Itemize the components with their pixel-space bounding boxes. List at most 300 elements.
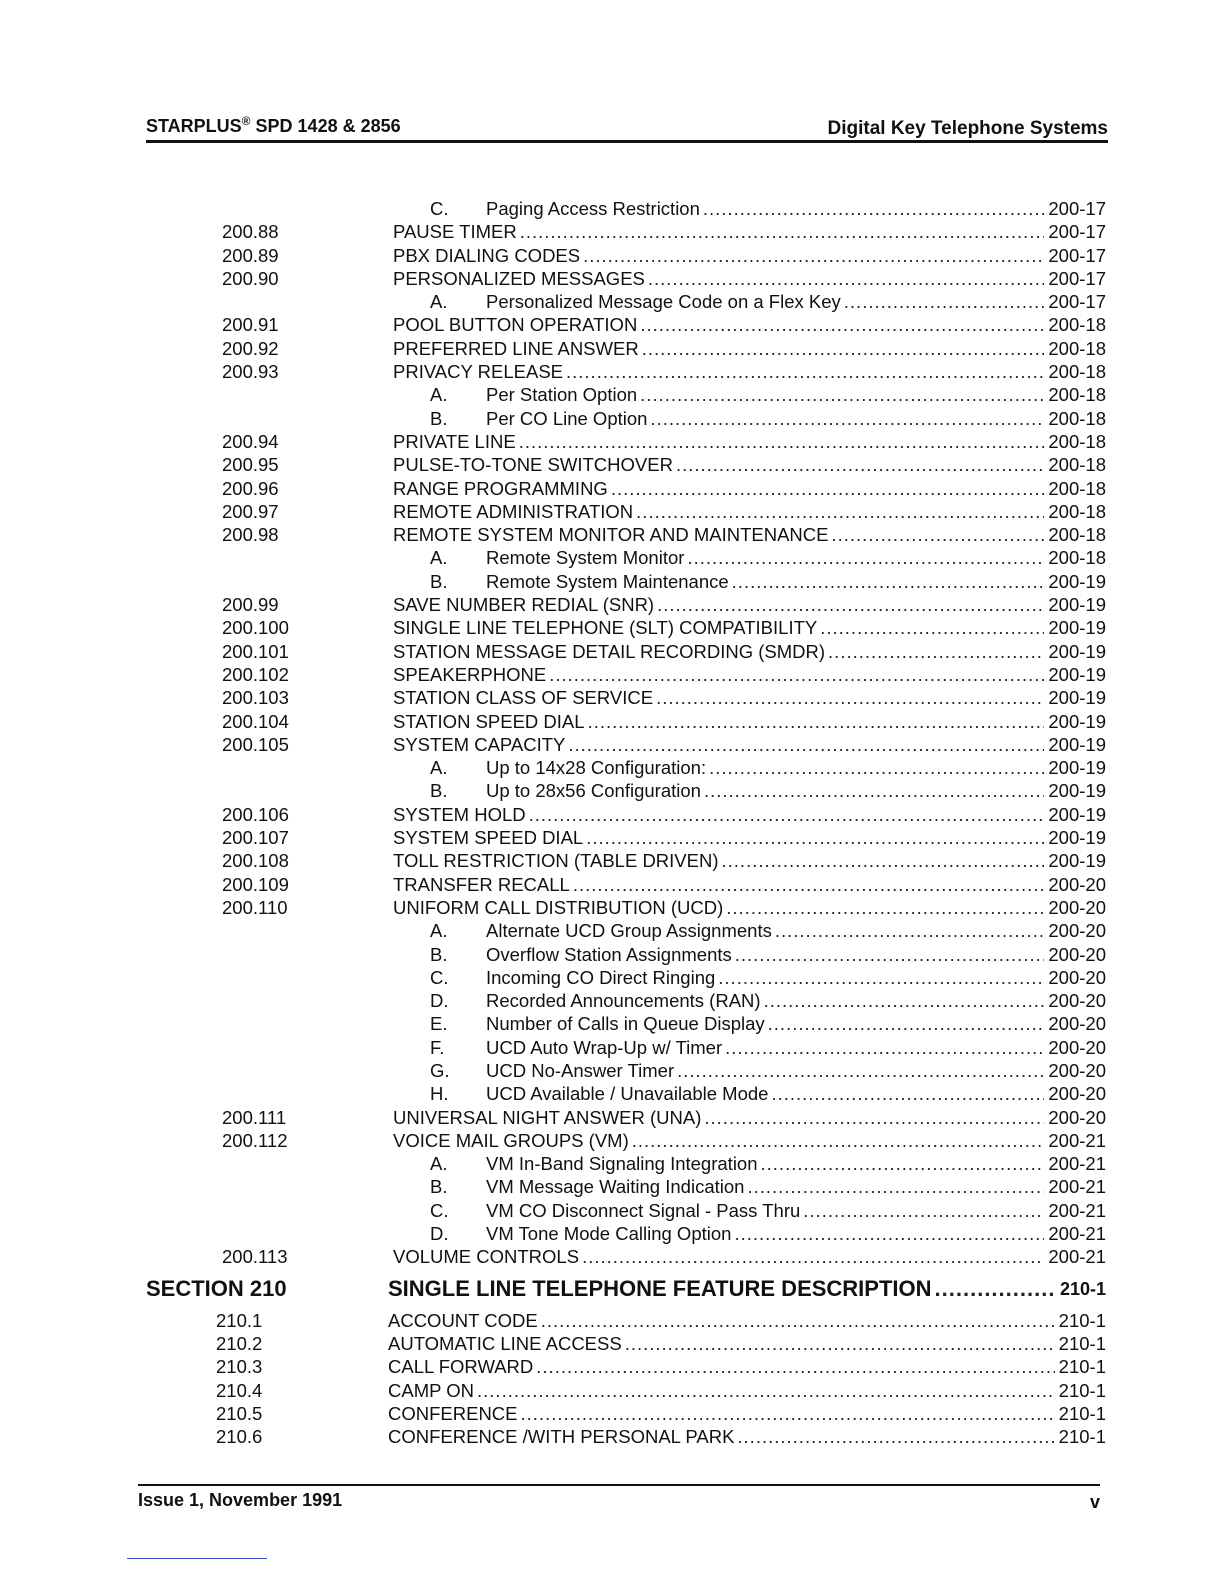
entry-line bbox=[430, 407, 1106, 430]
entry-title: Up to 14x28 Configuration: bbox=[486, 757, 707, 779]
entry-page: 200-19 bbox=[1048, 570, 1106, 592]
entry-title: VOICE MAIL GROUPS (VM) bbox=[393, 1129, 629, 1151]
entry-letter: A. bbox=[430, 920, 448, 942]
entry-line bbox=[393, 733, 1106, 756]
toc-entry bbox=[0, 477, 1224, 500]
entry-letter: F. bbox=[430, 1036, 445, 1058]
dot-leader bbox=[582, 1245, 1044, 1268]
dot-leader bbox=[768, 1012, 1045, 1035]
entry-title: STATION SPEED DIAL bbox=[393, 710, 585, 732]
entry-line bbox=[388, 1402, 1106, 1425]
dot-leader bbox=[656, 686, 1044, 709]
section-line bbox=[388, 1271, 1106, 1307]
entry-title: CONFERENCE bbox=[388, 1402, 518, 1424]
entry-line bbox=[388, 1309, 1106, 1332]
entry-page: 200-18 bbox=[1048, 524, 1106, 546]
toc-subentry bbox=[0, 919, 1224, 942]
toc-entry bbox=[0, 453, 1224, 476]
toc-subentry bbox=[0, 1175, 1224, 1198]
dot-leader bbox=[583, 244, 1044, 267]
product-model: SPD 1428 & 2856 bbox=[255, 116, 401, 136]
entry-number: 200.102 bbox=[222, 663, 289, 685]
entry-number: 200.104 bbox=[222, 710, 289, 732]
entry-page: 200-18 bbox=[1048, 454, 1106, 476]
entry-letter: A. bbox=[430, 384, 448, 406]
entry-title: Per Station Option bbox=[486, 384, 638, 406]
dot-leader bbox=[568, 733, 1044, 756]
entry-page: 200-19 bbox=[1048, 803, 1106, 825]
toc-entry bbox=[0, 710, 1224, 733]
entry-line bbox=[393, 477, 1106, 500]
entry-page: 200-20 bbox=[1048, 1036, 1106, 1058]
dot-leader bbox=[588, 710, 1045, 733]
entry-title: STATION MESSAGE DETAIL RECORDING (SMDR) bbox=[393, 640, 826, 662]
dot-leader bbox=[828, 640, 1044, 663]
entry-number: 200.96 bbox=[222, 477, 279, 499]
entry-number: 200.108 bbox=[222, 850, 289, 872]
toc-subentry bbox=[0, 546, 1224, 569]
entry-line bbox=[393, 313, 1106, 336]
entry-number: 200.99 bbox=[222, 594, 279, 616]
entry-number: 200.105 bbox=[222, 733, 289, 755]
toc-entry bbox=[0, 1129, 1224, 1152]
entry-number: 200.103 bbox=[222, 687, 289, 709]
entry-page: 200-20 bbox=[1048, 896, 1106, 918]
toc-subentry bbox=[0, 943, 1224, 966]
entry-number: 200.106 bbox=[222, 803, 289, 825]
toc-entry bbox=[0, 1245, 1224, 1268]
toc-entry bbox=[0, 1309, 1224, 1332]
entry-line bbox=[393, 826, 1106, 849]
entry-title: Up to 28x56 Configuration bbox=[486, 780, 701, 802]
dot-leader bbox=[632, 1129, 1045, 1152]
header-system-title: Digital Key Telephone Systems bbox=[827, 118, 1108, 139]
entry-title: SYSTEM CAPACITY bbox=[393, 733, 566, 755]
page-header bbox=[146, 112, 1108, 143]
entry-line bbox=[430, 989, 1106, 1012]
entry-title: Overflow Station Assignments bbox=[486, 943, 732, 965]
header-product bbox=[146, 114, 401, 137]
entry-number: 210.3 bbox=[216, 1356, 263, 1378]
entry-page: 200-17 bbox=[1048, 267, 1106, 289]
dot-leader bbox=[704, 1106, 1044, 1129]
entry-page: 200-17 bbox=[1048, 198, 1106, 219]
dot-leader bbox=[726, 896, 1044, 919]
dot-leader bbox=[648, 267, 1045, 290]
entry-title: VM In-Band Signaling Integration bbox=[486, 1153, 758, 1175]
entry-title: UNIVERSAL NIGHT ANSWER (UNA) bbox=[393, 1106, 702, 1128]
entry-number: 210.5 bbox=[216, 1402, 263, 1424]
toc-entry bbox=[0, 640, 1224, 663]
entry-number: 200.109 bbox=[222, 873, 289, 895]
entry-page: 200-21 bbox=[1048, 1199, 1106, 1221]
entry-page: 200-20 bbox=[1048, 966, 1106, 988]
entry-line bbox=[430, 966, 1106, 989]
entry-number: 200.93 bbox=[222, 361, 279, 383]
entry-page: 200-21 bbox=[1048, 1153, 1106, 1175]
toc-subentry bbox=[0, 1012, 1224, 1035]
entry-line bbox=[430, 1082, 1106, 1105]
entry-page: 210-1 bbox=[1058, 1426, 1106, 1448]
page-footer bbox=[138, 1484, 1100, 1516]
entry-line bbox=[430, 197, 1106, 220]
entry-line bbox=[430, 919, 1106, 942]
dot-leader bbox=[771, 1082, 1044, 1105]
entry-title: SYSTEM HOLD bbox=[393, 803, 526, 825]
toc-subentry bbox=[0, 383, 1224, 406]
toc-entry bbox=[0, 1106, 1224, 1129]
toc-entry bbox=[0, 523, 1224, 546]
entry-page: 200-18 bbox=[1048, 500, 1106, 522]
entry-page: 200-20 bbox=[1048, 1059, 1106, 1081]
dot-leader bbox=[573, 873, 1045, 896]
entry-title: Per CO Line Option bbox=[486, 407, 648, 429]
dot-leader bbox=[677, 1059, 1044, 1082]
dot-leader bbox=[477, 1379, 1055, 1402]
entry-page: 200-20 bbox=[1048, 920, 1106, 942]
entry-page: 200-19 bbox=[1048, 733, 1106, 755]
entry-page: 200-18 bbox=[1048, 361, 1106, 383]
entry-page: 200-20 bbox=[1048, 990, 1106, 1012]
entry-line bbox=[430, 570, 1106, 593]
entry-line bbox=[388, 1355, 1106, 1378]
entry-page: 200-19 bbox=[1048, 710, 1106, 732]
entry-line bbox=[393, 523, 1106, 546]
entry-line bbox=[430, 1222, 1106, 1245]
entry-title: PREFERRED LINE ANSWER bbox=[393, 337, 639, 359]
entry-line bbox=[393, 500, 1106, 523]
entry-number: 210.6 bbox=[216, 1426, 263, 1448]
entry-line bbox=[393, 244, 1106, 267]
entry-title: PBX DIALING CODES bbox=[393, 244, 581, 266]
toc-entry bbox=[0, 244, 1224, 267]
entry-letter: A. bbox=[430, 757, 448, 779]
toc-entry bbox=[0, 313, 1224, 336]
entry-letter: D. bbox=[430, 990, 449, 1012]
entry-line bbox=[430, 779, 1106, 802]
entry-line bbox=[393, 616, 1106, 639]
footer-issue: Issue 1, November 1991 bbox=[138, 1490, 343, 1510]
scan-edge-line bbox=[127, 1558, 267, 1559]
entry-title: PRIVATE LINE bbox=[393, 430, 516, 452]
entry-page: 200-21 bbox=[1048, 1129, 1106, 1151]
entry-number: 200.101 bbox=[222, 640, 289, 662]
entry-title: Number of Calls in Queue Display bbox=[486, 1013, 765, 1035]
dot-leader bbox=[803, 1199, 1044, 1222]
entry-number: 210.1 bbox=[216, 1309, 263, 1331]
toc-subentry bbox=[0, 407, 1224, 430]
dot-leader bbox=[566, 360, 1044, 383]
entry-line bbox=[393, 1129, 1106, 1152]
entry-page: 200-21 bbox=[1048, 1223, 1106, 1245]
entry-line bbox=[393, 453, 1106, 476]
entry-line bbox=[393, 360, 1106, 383]
entry-number: 200.113 bbox=[222, 1246, 288, 1268]
entry-line bbox=[430, 383, 1106, 406]
product-name: STARPLUS bbox=[146, 116, 242, 136]
entry-letter: B. bbox=[430, 1176, 448, 1198]
entry-title: VOLUME CONTROLS bbox=[393, 1246, 580, 1268]
toc-entry bbox=[0, 337, 1224, 360]
section-page: 210-1 bbox=[1059, 1278, 1106, 1299]
entry-page: 210-1 bbox=[1058, 1356, 1106, 1378]
entry-number: 200.98 bbox=[222, 524, 279, 546]
dot-leader bbox=[625, 1332, 1055, 1355]
entry-title: Remote System Monitor bbox=[486, 547, 685, 569]
dot-leader bbox=[734, 1222, 1044, 1245]
entry-number: 200.90 bbox=[222, 267, 279, 289]
toc-subentry bbox=[0, 966, 1224, 989]
entry-title: REMOTE SYSTEM MONITOR AND MAINTENANCE bbox=[393, 524, 829, 546]
entry-line bbox=[430, 1152, 1106, 1175]
dot-leader bbox=[764, 989, 1045, 1012]
entry-number: 200.94 bbox=[222, 430, 279, 452]
dot-leader bbox=[529, 803, 1045, 826]
toc-entry bbox=[0, 1379, 1224, 1402]
dot-leader bbox=[844, 290, 1045, 313]
entry-number: 200.100 bbox=[222, 617, 289, 639]
toc-entry bbox=[0, 1332, 1224, 1355]
entry-page: 200-17 bbox=[1048, 221, 1106, 243]
toc-entry bbox=[0, 873, 1224, 896]
dot-leader bbox=[935, 1271, 1056, 1307]
toc-entry bbox=[0, 430, 1224, 453]
dot-leader bbox=[737, 1425, 1054, 1448]
dot-leader bbox=[657, 593, 1044, 616]
dot-leader bbox=[549, 663, 1044, 686]
entry-letter: C. bbox=[430, 198, 449, 219]
dot-leader bbox=[687, 546, 1044, 569]
entry-title: TRANSFER RECALL bbox=[393, 873, 570, 895]
entry-page: 200-20 bbox=[1048, 1013, 1106, 1035]
entry-number: 200.88 bbox=[222, 221, 279, 243]
dot-leader bbox=[747, 1175, 1044, 1198]
entry-line bbox=[430, 1199, 1106, 1222]
dot-leader bbox=[722, 849, 1045, 872]
entry-title: SPEAKERPHONE bbox=[393, 663, 547, 685]
entry-number: 200.112 bbox=[222, 1129, 288, 1151]
dot-leader bbox=[611, 477, 1045, 500]
dot-leader bbox=[519, 430, 1045, 453]
toc-entry bbox=[0, 1425, 1224, 1448]
entry-line bbox=[393, 710, 1106, 733]
dot-leader bbox=[586, 826, 1044, 849]
dot-leader bbox=[520, 220, 1045, 243]
entry-page: 210-1 bbox=[1058, 1402, 1106, 1424]
entry-title: UNIFORM CALL DISTRIBUTION (UCD) bbox=[393, 896, 724, 918]
entry-title: CALL FORWARD bbox=[388, 1356, 534, 1378]
entry-line bbox=[393, 803, 1106, 826]
entry-page: 200-19 bbox=[1048, 827, 1106, 849]
entry-title: PULSE-TO-TONE SWITCHOVER bbox=[393, 454, 673, 476]
dot-leader bbox=[636, 500, 1044, 523]
entry-letter: A. bbox=[430, 291, 448, 313]
entry-number: 200.97 bbox=[222, 500, 279, 522]
toc-subentry bbox=[0, 1036, 1224, 1059]
toc-entry bbox=[0, 593, 1224, 616]
entry-title: Incoming CO Direct Ringing bbox=[486, 966, 716, 988]
entry-number: 200.92 bbox=[222, 337, 279, 359]
entry-title: CONFERENCE /WITH PERSONAL PARK bbox=[388, 1426, 735, 1448]
entry-line bbox=[393, 430, 1106, 453]
entry-number: 200.107 bbox=[222, 827, 289, 849]
toc-entry bbox=[0, 1402, 1224, 1425]
entry-number: 200.111 bbox=[222, 1106, 287, 1128]
entry-number: 200.89 bbox=[222, 244, 279, 266]
entry-line bbox=[430, 1012, 1106, 1035]
entry-page: 200-18 bbox=[1048, 337, 1106, 359]
entry-page: 200-18 bbox=[1048, 407, 1106, 429]
entry-page: 200-18 bbox=[1048, 314, 1106, 336]
entry-line bbox=[393, 640, 1106, 663]
entry-title: VM Tone Mode Calling Option bbox=[486, 1223, 732, 1245]
toc-entry bbox=[0, 663, 1224, 686]
entry-line bbox=[393, 663, 1106, 686]
entry-title: UCD Auto Wrap-Up w/ Timer bbox=[486, 1036, 723, 1058]
table-of-contents bbox=[0, 197, 1224, 1448]
entry-line bbox=[393, 686, 1106, 709]
toc-subentry bbox=[0, 290, 1224, 313]
dot-leader bbox=[704, 779, 1044, 802]
toc-entry bbox=[0, 220, 1224, 243]
dot-leader bbox=[650, 407, 1044, 430]
entry-page: 200-19 bbox=[1048, 663, 1106, 685]
dot-leader bbox=[640, 383, 1044, 406]
entry-title: PAUSE TIMER bbox=[393, 221, 517, 243]
entry-letter: D. bbox=[430, 1223, 449, 1245]
section-label: SECTION 210 bbox=[146, 1275, 287, 1301]
entry-page: 200-20 bbox=[1048, 943, 1106, 965]
toc-entry bbox=[0, 267, 1224, 290]
dot-leader bbox=[831, 523, 1044, 546]
toc-subentry bbox=[0, 197, 1224, 220]
entry-title: STATION CLASS OF SERVICE bbox=[393, 687, 654, 709]
toc-entry bbox=[0, 500, 1224, 523]
entry-letter: H. bbox=[430, 1083, 449, 1105]
toc-subentry bbox=[0, 779, 1224, 802]
entry-line bbox=[430, 546, 1106, 569]
entry-title: TOLL RESTRICTION (TABLE DRIVEN) bbox=[393, 850, 719, 872]
dot-leader bbox=[536, 1355, 1054, 1378]
entry-letter: G. bbox=[430, 1059, 450, 1081]
entry-page: 200-19 bbox=[1048, 687, 1106, 709]
entry-letter: E. bbox=[430, 1013, 448, 1035]
entry-letter: B. bbox=[430, 407, 448, 429]
entry-title: UCD No-Answer Timer bbox=[486, 1059, 675, 1081]
toc-subentry bbox=[0, 1059, 1224, 1082]
dot-leader bbox=[761, 1152, 1045, 1175]
entry-title: Paging Access Restriction bbox=[486, 198, 700, 219]
entry-line bbox=[430, 943, 1106, 966]
toc-subentry bbox=[0, 1152, 1224, 1175]
entry-page: 200-20 bbox=[1048, 1083, 1106, 1105]
toc-entry bbox=[0, 1355, 1224, 1378]
entry-title: VM CO Disconnect Signal - Pass Thru bbox=[486, 1199, 801, 1221]
entry-page: 200-19 bbox=[1048, 757, 1106, 779]
toc-subentry bbox=[0, 570, 1224, 593]
dot-leader bbox=[820, 616, 1044, 639]
toc-subentry bbox=[0, 1082, 1224, 1105]
dot-leader bbox=[703, 197, 1045, 220]
entry-title: PRIVACY RELEASE bbox=[393, 361, 563, 383]
entry-page: 200-18 bbox=[1048, 547, 1106, 569]
entry-page: 210-1 bbox=[1058, 1379, 1106, 1401]
dot-leader bbox=[732, 570, 1045, 593]
entry-line bbox=[393, 267, 1106, 290]
entry-page: 210-1 bbox=[1058, 1309, 1106, 1331]
entry-line bbox=[393, 1245, 1106, 1268]
entry-line bbox=[430, 290, 1106, 313]
toc-entry bbox=[0, 733, 1224, 756]
entry-title: REMOTE ADMINISTRATION bbox=[393, 500, 634, 522]
entry-line bbox=[393, 896, 1106, 919]
dot-leader bbox=[718, 966, 1044, 989]
entry-title: SINGLE LINE TELEPHONE (SLT) COMPATIBILITY bbox=[393, 617, 818, 639]
entry-page: 200-17 bbox=[1048, 291, 1106, 313]
section-heading bbox=[0, 1271, 1224, 1309]
entry-number: 200.110 bbox=[222, 896, 288, 918]
entry-line bbox=[393, 337, 1106, 360]
entry-line bbox=[430, 756, 1106, 779]
entry-title: RANGE PROGRAMMING bbox=[393, 477, 608, 499]
entry-page: 200-20 bbox=[1048, 1106, 1106, 1128]
dot-leader bbox=[521, 1402, 1055, 1425]
registered-mark: ® bbox=[241, 114, 251, 128]
toc-subentry bbox=[0, 1199, 1224, 1222]
entry-page: 200-18 bbox=[1048, 430, 1106, 452]
entry-letter: C. bbox=[430, 1199, 449, 1221]
toc-entry bbox=[0, 686, 1224, 709]
dot-leader bbox=[640, 313, 1044, 336]
toc-entry bbox=[0, 803, 1224, 826]
entry-letter: B. bbox=[430, 943, 448, 965]
entry-letter: B. bbox=[430, 780, 448, 802]
dot-leader bbox=[541, 1309, 1055, 1332]
dot-leader bbox=[676, 453, 1044, 476]
toc-subentry bbox=[0, 756, 1224, 779]
entry-line bbox=[388, 1379, 1106, 1402]
entry-page: 200-19 bbox=[1048, 780, 1106, 802]
entry-title: ACCOUNT CODE bbox=[388, 1309, 538, 1331]
entry-letter: B. bbox=[430, 570, 448, 592]
toc-subentry bbox=[0, 1222, 1224, 1245]
entry-line bbox=[388, 1425, 1106, 1448]
entry-line bbox=[393, 593, 1106, 616]
entry-title: Alternate UCD Group Assignments bbox=[486, 920, 772, 942]
entry-page: 200-19 bbox=[1048, 640, 1106, 662]
entry-title: Remote System Maintenance bbox=[486, 570, 729, 592]
entry-number: 210.4 bbox=[216, 1379, 263, 1401]
entry-page: 200-20 bbox=[1048, 873, 1106, 895]
toc-entry bbox=[0, 896, 1224, 919]
dot-leader bbox=[725, 1036, 1044, 1059]
entry-page: 200-18 bbox=[1048, 477, 1106, 499]
toc-entry bbox=[0, 826, 1224, 849]
dot-leader bbox=[709, 756, 1044, 779]
entry-title: POOL BUTTON OPERATION bbox=[393, 314, 638, 336]
entry-line bbox=[393, 873, 1106, 896]
entry-letter: A. bbox=[430, 547, 448, 569]
entry-line bbox=[393, 1106, 1106, 1129]
entry-page: 200-17 bbox=[1048, 244, 1106, 266]
entry-line bbox=[393, 220, 1106, 243]
entry-page: 200-19 bbox=[1048, 617, 1106, 639]
toc-entry bbox=[0, 849, 1224, 872]
entry-title: AUTOMATIC LINE ACCESS bbox=[388, 1332, 622, 1354]
dot-leader bbox=[642, 337, 1045, 360]
entry-line bbox=[430, 1059, 1106, 1082]
footer-page-number: v bbox=[1089, 1492, 1100, 1512]
